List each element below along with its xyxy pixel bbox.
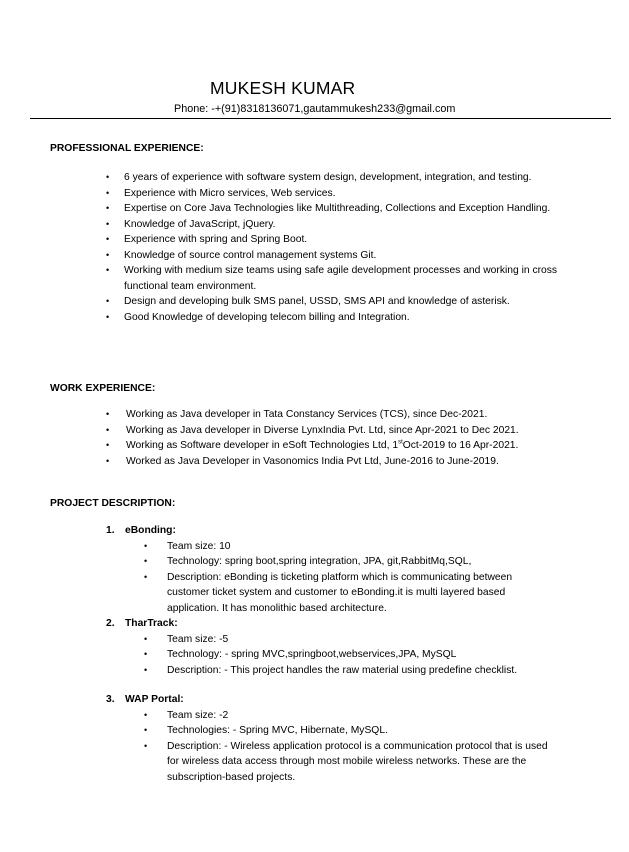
candidate-name: MUKESH KUMAR	[210, 78, 356, 98]
list-item: • Team size: 10	[144, 539, 554, 555]
bullet-icon: •	[106, 172, 110, 182]
list-item: • Team size: -5	[144, 632, 554, 648]
bullet-icon: •	[106, 249, 110, 260]
header-divider	[30, 118, 611, 119]
professional-experience-list	[106, 170, 576, 325]
bullet-icon: •	[106, 424, 110, 435]
project-number: 2.	[106, 618, 115, 629]
project-number: 1.	[106, 525, 115, 536]
list-item: • Good Knowledge of developing telecom billing and Integration.	[106, 310, 576, 326]
bullet-icon: •	[144, 725, 148, 735]
bullet-icon: •	[106, 296, 110, 306]
project-number: 3.	[106, 694, 115, 705]
list-item: • Technologies: - Spring MVC, Hibernate, MySQL.	[144, 723, 554, 739]
bullet-icon: •	[144, 649, 148, 659]
project-title: WAP Portal:	[125, 694, 184, 705]
bullet-icon: •	[144, 571, 148, 582]
list-item: • Team size: -2	[144, 708, 554, 724]
bullet-icon: •	[106, 218, 110, 229]
project-wap-portal	[106, 692, 576, 785]
contact-line: Phone: -+(91)8318136071,gautammukesh233@gmail.com	[174, 103, 456, 115]
section-heading-professional-experience: PROFESSIONAL EXPERIENCE:	[50, 143, 204, 154]
list-item: • Expertise on Core Java Technologies like Multithreading, Collections and Exception Handling.	[106, 201, 576, 217]
list-item: • Experience with Micro services, Web services.	[106, 186, 576, 202]
section-heading-project-description: PROJECT DESCRIPTION:	[50, 498, 176, 509]
list-item: • Working as Java developer in Diverse LynxIndia Pvt. Ltd, since Apr-2021 to Dec 2021.	[106, 423, 586, 439]
list-item: • 6 years of experience with software system design, development, integration, and testing.	[106, 170, 576, 186]
list-item: • Worked as Java Developer in Vasonomics India Pvt Ltd, June-2016 to June-2019.	[106, 454, 586, 470]
bullet-icon: •	[144, 740, 148, 751]
bullet-icon: •	[144, 540, 148, 551]
project-thartrack	[106, 616, 576, 678]
list-item: • Experience with spring and Spring Boot.	[106, 232, 576, 248]
bullet-icon: •	[144, 664, 148, 675]
bullet-icon: •	[106, 187, 110, 198]
project-details	[144, 632, 554, 679]
bullet-icon: •	[106, 234, 110, 244]
project-ebonding	[106, 523, 576, 616]
bullet-icon: •	[144, 709, 148, 720]
list-item: • Knowledge of JavaScript, jQuery.	[106, 217, 576, 233]
list-item: • Description: - This project handles the raw material using predefine checklist.	[144, 663, 554, 679]
list-item: • Design and developing bulk SMS panel, USSD, SMS API and knowledge of asterisk.	[106, 294, 576, 310]
section-heading-work-experience: WORK EXPERIENCE:	[50, 383, 156, 394]
list-item: • Knowledge of source control management systems Git.	[106, 248, 576, 264]
bullet-icon: •	[144, 633, 148, 644]
bullet-icon: •	[106, 265, 110, 275]
bullet-icon: •	[106, 203, 110, 213]
bullet-icon: •	[106, 455, 110, 466]
list-item: • Description: eBonding is ticketing platform which is communicating between customer ticket system and customer to eBonding.it is multi layered based application. It has monolithic based architecture.	[144, 571, 513, 614]
bullet-icon: •	[144, 556, 148, 566]
project-title: eBonding:	[125, 525, 176, 536]
list-item: • Working with medium size teams using safe agile development processes and working in cross functional team environment.	[106, 265, 558, 292]
list-item: • Description: - Wireless application protocol is a communication protocol that is used for wireless data access through most mobile wireless networks. These are the subscription-based projects.	[144, 740, 548, 783]
project-details	[144, 539, 554, 617]
list-item: • Working as Software developer in eSoft Technologies Ltd, 1stOct-2019 to 16 Apr-2021.	[106, 438, 586, 454]
list-item: • Working as Java developer in Tata Constancy Services (TCS), since Dec-2021.	[106, 407, 586, 423]
project-list	[106, 523, 576, 785]
work-experience-list	[106, 407, 586, 469]
bullet-icon: •	[106, 409, 110, 419]
list-item: • Technology: spring boot,spring integration, JPA, git,RabbitMq,SQL,	[144, 554, 554, 570]
list-item: • Technology: - spring MVC,springboot,webservices,JPA, MySQL	[144, 647, 554, 663]
bullet-icon: •	[106, 311, 110, 322]
bullet-icon: •	[106, 440, 110, 450]
project-details	[144, 708, 554, 786]
project-title: TharTrack:	[125, 618, 178, 629]
